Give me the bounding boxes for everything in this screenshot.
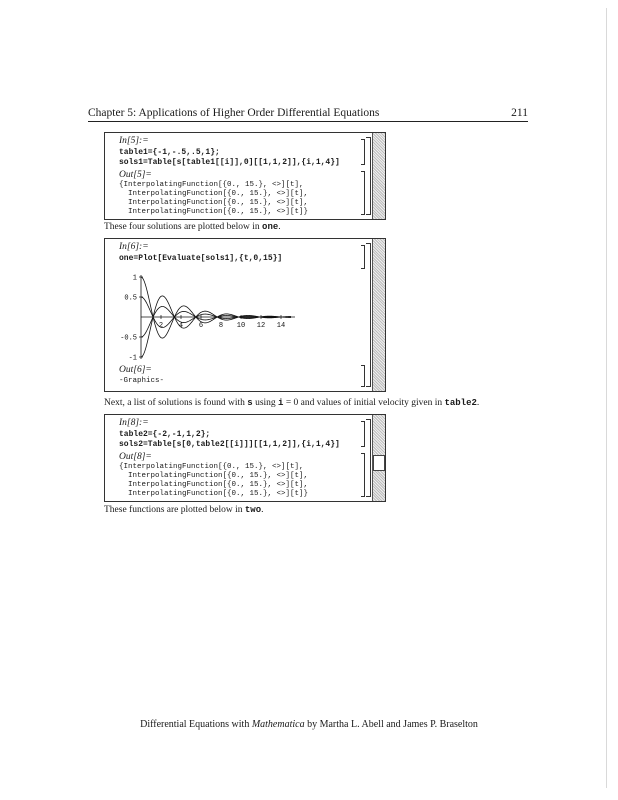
- paragraph-1: These four solutions are plotted below in one.: [104, 222, 281, 232]
- cell-1-in-label: In[5]:=: [119, 136, 149, 146]
- cell-3-output-line-4: InterpolatingFunction[{0., 15.}, <>][t]}: [119, 490, 309, 498]
- cell-1-scrollbar[interactable]: [372, 133, 385, 219]
- cell-1-output-line-4: InterpolatingFunction[{0., 15.}, <>][t]}: [119, 208, 309, 216]
- solution-curve: [141, 296, 291, 357]
- cell-1-output-bracket[interactable]: [361, 171, 365, 215]
- cell-2-out-label: Out[6]=: [119, 365, 152, 375]
- cell-3-in-label: In[8]:=: [119, 418, 149, 428]
- y-tick-label: 1: [132, 274, 137, 283]
- x-tick-label: 14: [276, 322, 286, 330]
- header-rule: [88, 121, 528, 122]
- chapter-title: Chapter 5: Applications of Higher Order Differential Equations: [88, 107, 380, 119]
- solution-plot: [105, 267, 345, 365]
- cell-1-group-bracket[interactable]: [366, 137, 371, 215]
- code-one: one: [262, 222, 279, 232]
- x-tick-label: 4: [178, 322, 184, 330]
- cell-3-input-bracket[interactable]: [361, 421, 365, 447]
- cell-2-output-line: -Graphics-: [119, 377, 165, 385]
- code-i: i: [278, 398, 284, 408]
- code-two: two: [244, 505, 262, 515]
- cell-1-input-bracket[interactable]: [361, 139, 365, 165]
- code-table2: table2: [444, 398, 477, 408]
- solution-curve: [141, 306, 291, 337]
- cell-2-scrollbar[interactable]: [372, 239, 385, 391]
- notebook-cell-3[interactable]: [104, 414, 386, 502]
- cell-3-out-label: Out[8]=: [119, 452, 152, 462]
- cell-1-input-line-2[interactable]: sols1=Table[s[table1[[i]],0][[1,1,2]],{i,1,4}]: [119, 158, 340, 167]
- cell-3-output-line-2: InterpolatingFunction[{0., 15.}, <>][t],: [119, 472, 309, 480]
- running-header: [88, 107, 528, 121]
- cell-2-input-bracket[interactable]: [361, 245, 365, 269]
- solution-curve: [141, 297, 291, 328]
- y-tick-label: 0.5: [124, 294, 137, 303]
- cell-3-output-line-3: InterpolatingFunction[{0., 15.}, <>][t],: [119, 481, 309, 489]
- cell-1-output-line-3: InterpolatingFunction[{0., 15.}, <>][t],: [119, 199, 309, 207]
- page-number: 211: [511, 107, 528, 119]
- cell-3-scroll-thumb[interactable]: [373, 455, 385, 471]
- cell-3-output-line-1: {InterpolatingFunction[{0., 15.}, <>][t],: [119, 463, 304, 471]
- x-tick-label: 2: [158, 322, 164, 330]
- cell-2-group-bracket[interactable]: [366, 243, 371, 387]
- y-tick-label: -1: [128, 354, 137, 363]
- paragraph-2: Next, a list of solutions is found with s using i = 0 and values of initial velocity given in table2.: [104, 398, 480, 408]
- code-s: s: [247, 398, 253, 408]
- cell-2-input-line-1[interactable]: one=Plot[Evaluate[sols1],{t,0,15}]: [119, 254, 283, 263]
- solution-curve: [141, 277, 291, 338]
- cell-2-output-bracket[interactable]: [361, 365, 365, 387]
- x-tick-label: 8: [218, 322, 224, 330]
- cell-1-output-line-2: InterpolatingFunction[{0., 15.}, <>][t],: [119, 190, 309, 198]
- cell-1-input-line-1[interactable]: table1={-1,-.5,.5,1};: [119, 148, 220, 157]
- notebook-cell-1[interactable]: [104, 132, 386, 220]
- x-tick-label: 10: [236, 322, 246, 330]
- page-footer: Differential Equations with Mathematica by Martha L. Abell and James P. Braselton: [140, 719, 478, 730]
- y-tick-label: -0.5: [120, 334, 137, 343]
- cell-3-input-line-1[interactable]: table2={-2,-1,1,2};: [119, 430, 211, 439]
- notebook-cell-2[interactable]: [104, 238, 386, 392]
- cell-1-out-label: Out[5]=: [119, 170, 152, 180]
- cell-3-group-bracket[interactable]: [366, 419, 371, 497]
- page-edge-rule: [606, 8, 607, 788]
- cell-3-input-line-2[interactable]: sols2=Table[s[0,table2[[i]]][[1,1,2]],{i,1,4}]: [119, 440, 340, 449]
- cell-3-output-bracket[interactable]: [361, 453, 365, 497]
- cell-1-output-line-1: {InterpolatingFunction[{0., 15.}, <>][t],: [119, 181, 304, 189]
- paragraph-3: These functions are plotted below in two.: [104, 505, 264, 515]
- x-tick-label: 12: [256, 322, 266, 330]
- cell-2-in-label: In[6]:=: [119, 242, 149, 252]
- x-tick-label: 6: [198, 322, 204, 330]
